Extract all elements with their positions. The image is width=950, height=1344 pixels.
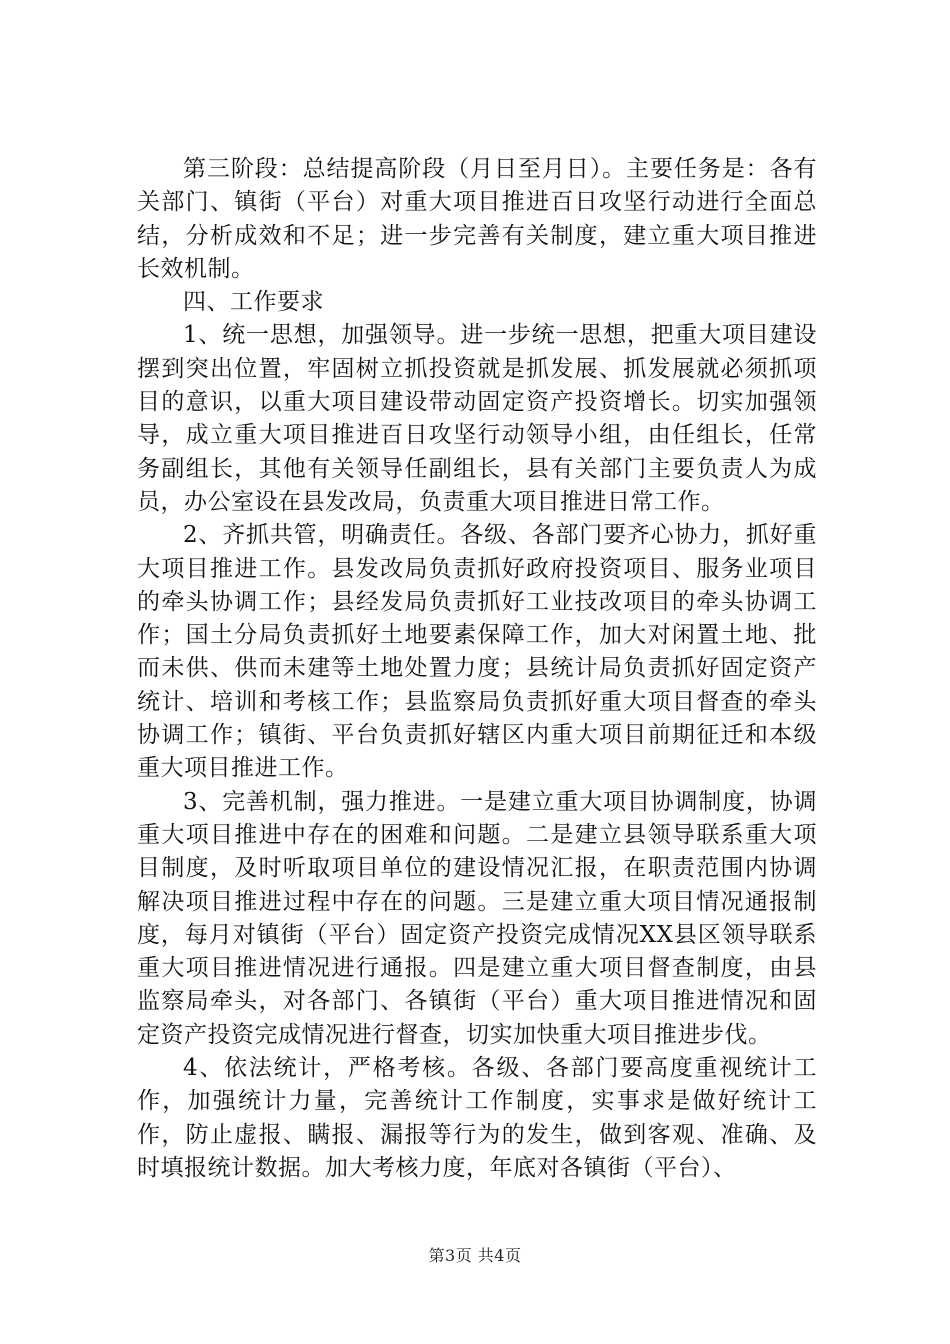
page-number-footer: 第3页 共4页: [428, 1246, 522, 1265]
paragraph-requirement-4: 4、依法统计，严格考核。各级、各部门要高度重视统计工作，加强统计力量，完善统计工作制度，实事求是做好统计工作，防止虚报、瞒报、漏报等行为的发生，做到客观、准确、及时填报统计数据。加大考核力度，年底对各镇街（平台）、: [137, 1055, 817, 1181]
paragraph-stage-three: 第三阶段：总结提高阶段（月日至月日）。主要任务是：各有关部门、镇街（平台）对重大项目推进百日攻坚行动进行全面总结，分析成效和不足；进一步完善有关制度，建立重大项目推进长效机制。: [137, 156, 817, 282]
section-heading-work-requirements: 四、工作要求: [183, 289, 324, 316]
document-body: [137, 153, 817, 1185]
paragraph-requirement-2: 2、齐抓共管，明确责任。各级、各部门要齐心协力，抓好重大项目推进工作。县发改局负责抓好政府投资项目、服务业项目的牵头协调工作；县经发局负责抓好工业技改项目的牵头协调工作；国土分局负责抓好土地要素保障工作，加大对闲置土地、批而未供、供而未建等土地处置力度；县统计局负责抓好固定资产统计、培训和考核工作；县监察局负责抓好重大项目督查的牵头协调工作；镇街、平台负责抓好辖区内重大项目前期征迁和本级重大项目推进工作。: [137, 522, 817, 782]
paragraph-requirement-3: 3、完善机制，强力推进。一是建立重大项目协调制度，协调重大项目推进中存在的困难和问题。二是建立县领导联系重大项目制度，及时听取项目单位的建设情况汇报，在职责范围内协调解决项目推进过程中存在的问题。三是建立重大项目情况通报制度，每月对镇街（平台）固定资产投资完成情况XX县区领导联系重大项目推进情况进行通报。四是建立重大项目督查制度，由县监察局牵头，对各部门、各镇街（平台）重大项目推进情况和固定资产投资完成情况进行督查，切实加快重大项目推进步伐。: [137, 788, 817, 1048]
paragraph-requirement-1: 1、统一思想，加强领导。进一步统一思想，把重大项目建设摆到突出位置，牢固树立抓投资就是抓发展、抓发展就必须抓项目的意识，以重大项目建设带动固定资产投资增长。切实加强领导，成立重大项目推进百日攻坚行动领导小组，由任组长，任常务副组长，其他有关领导任副组长，县有关部门主要负责人为成员，办公室设在县发改局，负责重大项目推进日常工作。: [137, 322, 817, 515]
